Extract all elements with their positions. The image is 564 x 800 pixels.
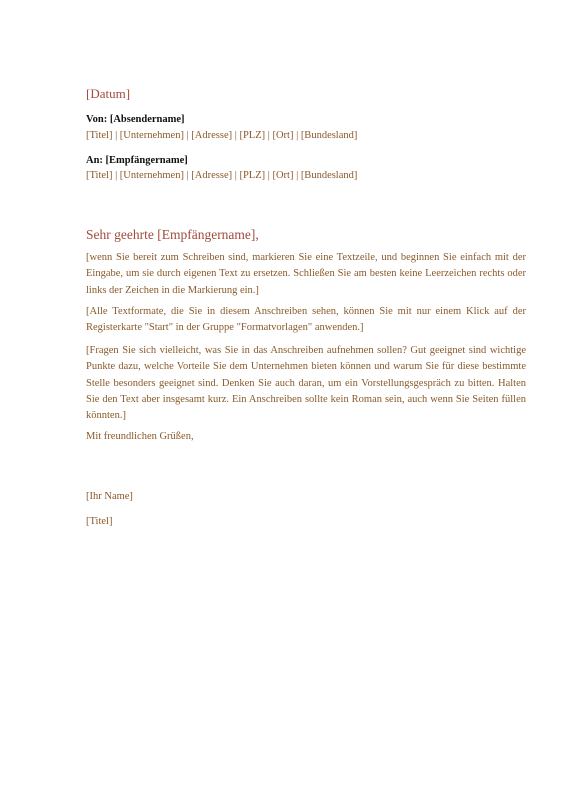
signature-name[interactable]: [Ihr Name] xyxy=(86,491,133,502)
sender-heading xyxy=(86,114,526,125)
signature-title[interactable]: [Titel] xyxy=(86,516,113,527)
to-label: An: xyxy=(86,155,103,166)
body-paragraph-2[interactable]: [Alle Textformate, die Sie in diesem Anschreiben sehen, können Sie mit nur einem Klick auf der Registerkarte "Start" in der Gruppe "Formatvorlagen" anwenden.] xyxy=(86,306,526,334)
sender-details[interactable]: [Titel] | [Unternehmen] | [Adresse] | [PLZ] | [Ort] | [Bundesland] xyxy=(86,130,358,141)
body-paragraph-1[interactable]: [wenn Sie bereit zum Schreiben sind, markieren Sie eine Textzeile, und beginnen Sie einfach mit der Eingabe, um sie durch eigenen Text zu ersetzen. Schließen Sie am besten keine Leerzeichen rechts oder links der Zeichen in die Markierung ein.] xyxy=(86,252,526,296)
date-field[interactable]: [Datum] xyxy=(86,86,131,101)
from-label: Von: xyxy=(86,114,108,125)
sender-name[interactable]: [Absendername] xyxy=(109,114,185,125)
recipient-heading xyxy=(86,155,526,166)
recipient-details[interactable]: [Titel] | [Unternehmen] | [Adresse] | [PLZ] | [Ort] | [Bundesland] xyxy=(86,170,358,181)
closing-line[interactable]: Mit freundlichen Grüßen, xyxy=(86,431,194,442)
body-paragraph-3[interactable]: [Fragen Sie sich vielleicht, was Sie in das Anschreiben aufnehmen sollen? Gut geeignet sind wichtige Punkte dazu, welche Vorteile Sie dem Unternehmen bieten können und warum Sie für diese bestimmte Stelle besonders geeignet sind. Denken Sie auch daran, um ein Vorstellungsgespräch zu bitten. Halten Sie den Text aber insgesamt kurz. Ein Anschreiben sollte kein Roman sein, auch wenn Sie Seiten füllen könnten.] xyxy=(86,345,526,422)
recipient-name[interactable]: [Empfängername] xyxy=(105,155,188,166)
salutation[interactable]: Sehr geehrte [Empfängername], xyxy=(86,227,259,242)
